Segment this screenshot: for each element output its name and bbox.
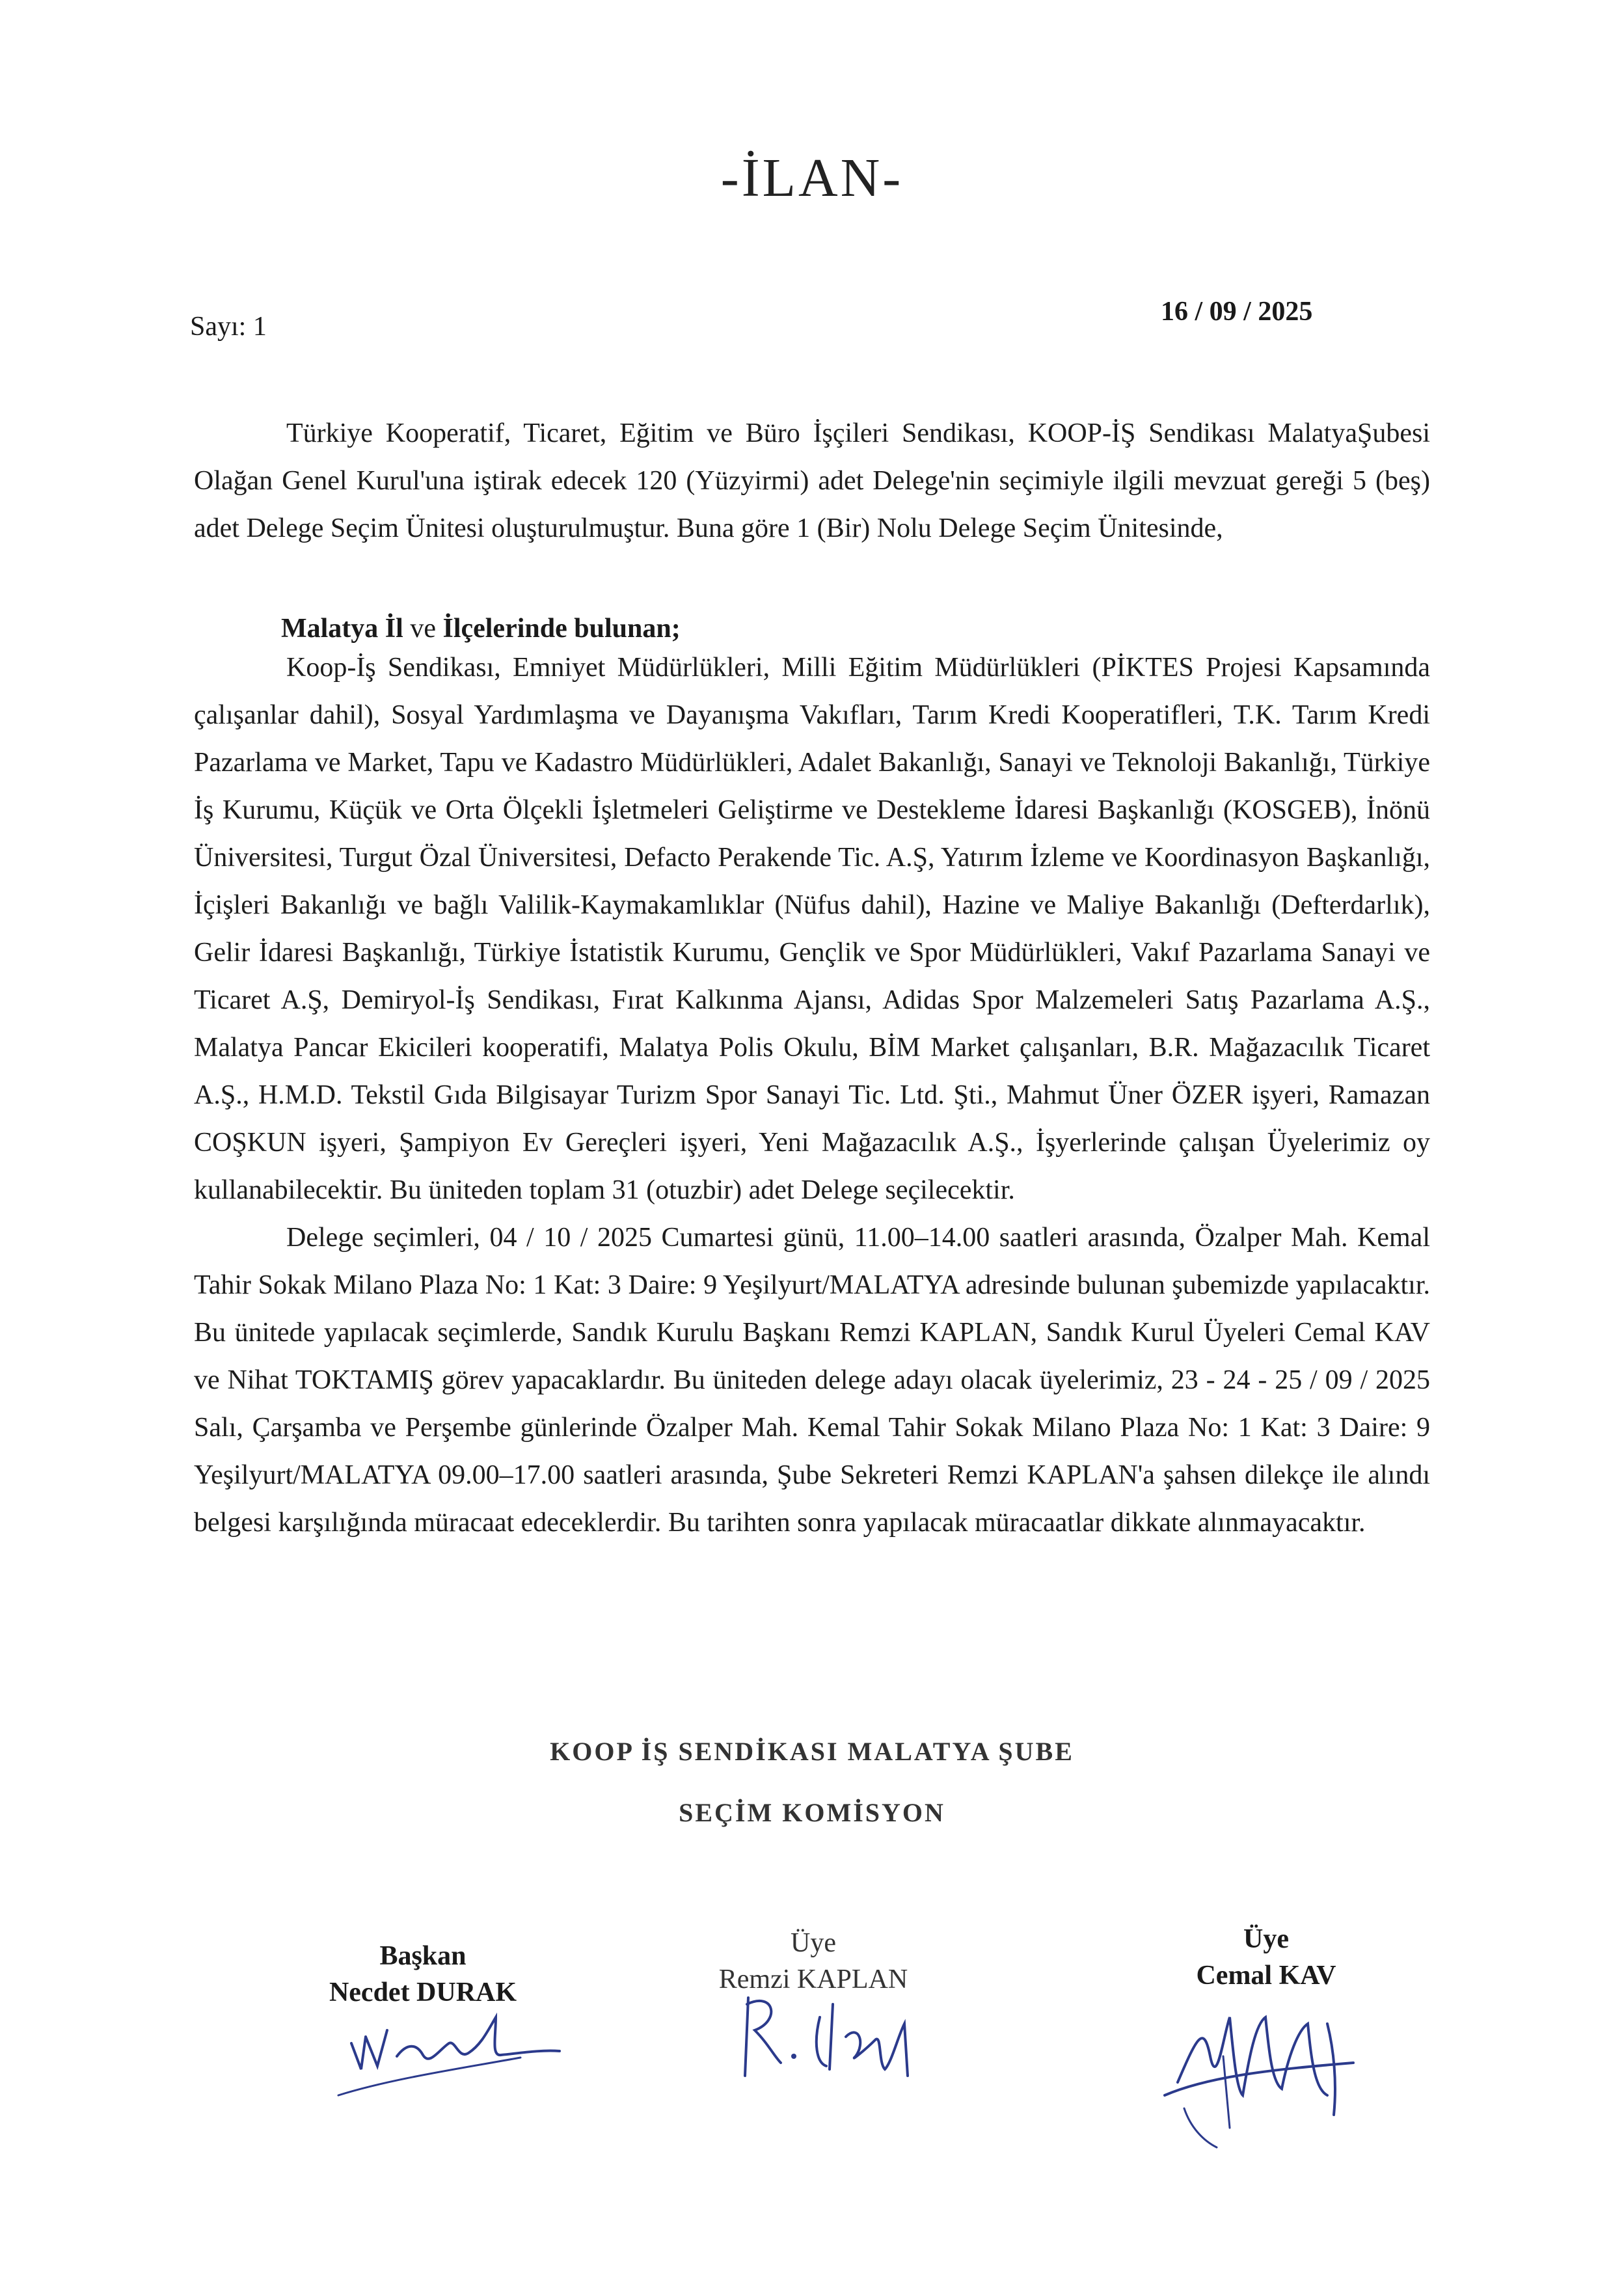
signatory-role: Üye — [791, 1928, 836, 1958]
signatory-name: Remzi KAPLAN — [718, 1965, 908, 1994]
subheading-part-1: Malatya İl — [281, 614, 403, 644]
page-title: -İLAN- — [720, 148, 904, 208]
document-date: 16 / 09 / 2025 — [1161, 297, 1313, 327]
signature-member-2 — [1158, 1998, 1379, 2154]
signatory-name: Cemal KAV — [1196, 1961, 1336, 1991]
signature-chairman — [325, 2004, 573, 2102]
signatory-role: Üye — [1243, 1924, 1289, 1954]
subheading-part-3: İlçelerinde bulunan; — [442, 614, 681, 644]
intro-paragraph-text: Türkiye Kooperatif, Ticaret, Eğitim ve Büro İşçileri Sendikası, KOOP-İŞ Sendikası MalatyaŞubesi Olağan Genel Kurul'una iştirak edecek 120 (Yüzyirmi) adet Delege'nin seçimiyle ilgili mevzuat gereği 5 (beş) adet Delege Seçim Ünitesi oluşturulmuştur. Buna göre 1 (Bir) Nolu Delege Seçim Ünitesinde, — [194, 418, 1430, 543]
workplaces-paragraph: Koop-İş Sendikası, Emniyet Müdürlükleri, Milli Eğitim Müdürlükleri (PİKTES Projesi Kapsamında çalışanlar dahil), Sosyal Yardımlaşma ve Dayanışma Vakıfları, Tarım Kredi Kooperatifleri, T.K. Tarım Kredi Pazarlama ve Market, Tapu ve Kadastro Müdürlükleri, Adalet Bakanlığı, Sanayi ve Teknoloji Bakanlığı, Türkiye İş Kurumu, Küçük ve Orta Ölçekli İşletmeleri Geliştirme ve Destekleme İdaresi Başkanlığı (KOSGEB), İnönü Üniversitesi, Turgut Özal Üniversitesi, Defacto Perakende Tic. A.Ş, Yatırım İzleme ve Koordinasyon Başkanlığı, İçişleri Bakanlığı ve bağlı Valilik-Kaymakamlıklar (Nüfus dahil), Hazine ve Maliye Bakanlığı (Defterdarlık), Gelir İdaresi Başkanlığı, Türkiye İstatistik Kurumu, Gençlik ve Spor Müdürlükleri, Vakıf Pazarlama Sanayi ve Ticaret A.Ş, Demiryol-İş Sendikası, Fırat Kalkınma Ajansı, Adidas Spor Malzemeleri Satış Pazarlama A.Ş., Malatya Pancar Ekicileri kooperatifi, Malatya Polis Okulu, BİM Market çalışanları, B.R. Mağazacılık Ticaret A.Ş., H.M.D. Tekstil Gıda Bilgisayar Turizm Spor Sanayi Tic. Ltd. Şti., Mahmut Üner ÖZER işyeri, Ramazan COŞKUN işyeri, Şampiyon Ev Gereçleri işyeri, Yeni Mağazacılık A.Ş., İşyerlerinde çalışan Üyelerimiz oy kullanabilecektir. Bu üniteden toplam 31 (otuzbir) adet Delege seçilecektir. — [194, 653, 1430, 1205]
signatory-chairman — [273, 1938, 573, 2011]
committee-line-1: KOOP İŞ SENDİKASI MALATYA ŞUBE — [550, 1737, 1074, 1766]
signatory-name: Necdet DURAK — [329, 1978, 517, 2007]
workplaces-and-election-paragraphs — [194, 644, 1430, 1547]
signature-member-1 — [735, 1985, 943, 2089]
subheading-part-2: ve — [410, 614, 436, 644]
intro-paragraph — [194, 410, 1430, 552]
election-details-paragraph: Delege seçimleri, 04 / 10 / 2025 Cumartesi günü, 11.00–14.00 saatleri arasında, Özalper Mah. Kemal Tahir Sokak Milano Plaza No: 1 Kat: 3 Daire: 9 Yeşilyurt/MALATYA adresinde bulunan şubemizde yapılacaktır. Bu ünitede yapılacak seçimlerde, Sandık Kurulu Başkanı Remzi KAPLAN, Sandık Kurul Üyeleri Cemal KAV ve Nihat TOKTAMIŞ görev yapacaklardır. Bu üniteden delege adayı olacak üyelerimiz, 23 - 24 - 25 / 09 / 2025 Salı, Çarşamba ve Perşembe günlerinde Özalper Mah. Kemal Tahir Sokak Milano Plaza No: 1 Kat: 3 Daire: 9 Yeşilyurt/MALATYA 09.00–17.00 saatleri arasında, Şube Sekreteri Remzi KAPLAN'a şahsen dilekçe ile alındı belgesi karşılığında müracaat edeceklerdir. Bu tarihten sonra yapılacak müracaatlar dikkate alınmayacaktır. — [194, 1223, 1430, 1538]
committee-line-2: SEÇİM KOMİSYON — [679, 1798, 945, 1827]
signatory-member-2 — [1116, 1921, 1416, 1994]
signatory-role: Başkan — [379, 1941, 467, 1971]
document-number: Sayı: 1 — [190, 312, 267, 342]
section-subheading — [281, 613, 681, 644]
